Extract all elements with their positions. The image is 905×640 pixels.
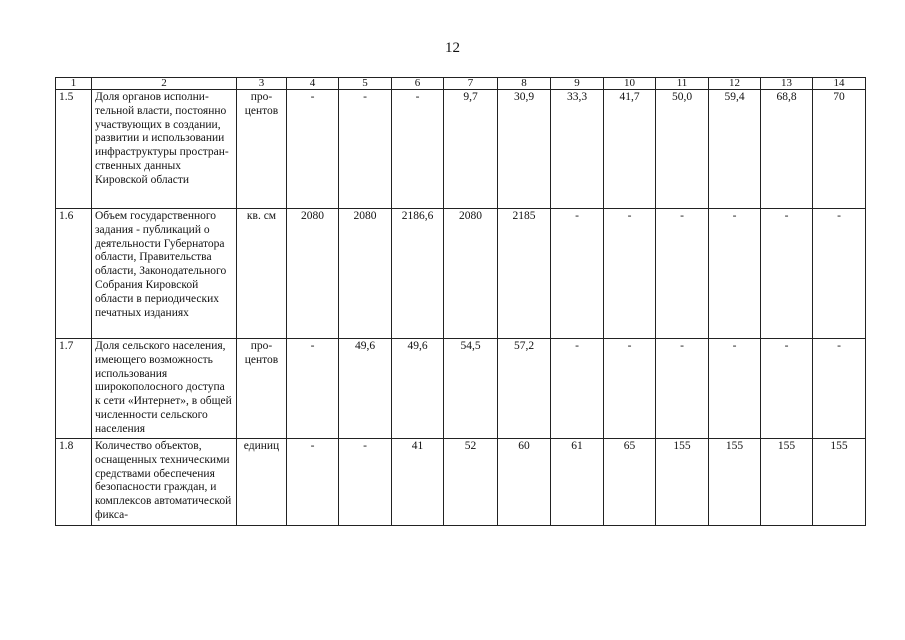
indicator-name: Объем государственного задания - публикаций о деятельности Губернатора области, Правительства области, Законодательного Собрания Кировской области в периодических печатных изданиях bbox=[92, 209, 237, 339]
column-header: 10 bbox=[604, 78, 656, 90]
unit-cell: единиц bbox=[237, 439, 287, 526]
value-cell: 41 bbox=[392, 439, 444, 526]
value-cell: 50,0 bbox=[656, 90, 709, 209]
value-cell: 57,2 bbox=[498, 339, 551, 439]
value-cell: - bbox=[551, 339, 604, 439]
value-cell: 30,9 bbox=[498, 90, 551, 209]
value-cell: 61 bbox=[551, 439, 604, 526]
value-cell: 70 bbox=[813, 90, 866, 209]
value-cell: - bbox=[813, 209, 866, 339]
column-header: 8 bbox=[498, 78, 551, 90]
value-cell: 2185 bbox=[498, 209, 551, 339]
value-cell: 68,8 bbox=[761, 90, 813, 209]
value-cell: 155 bbox=[656, 439, 709, 526]
value-cell: - bbox=[656, 339, 709, 439]
value-cell: - bbox=[287, 339, 339, 439]
value-cell: - bbox=[813, 339, 866, 439]
indicators-table bbox=[55, 77, 866, 526]
value-cell: 2080 bbox=[339, 209, 392, 339]
column-header: 3 bbox=[237, 78, 287, 90]
column-header: 1 bbox=[56, 78, 92, 90]
table-row bbox=[56, 209, 866, 339]
table-row bbox=[56, 339, 866, 439]
value-cell: - bbox=[761, 209, 813, 339]
value-cell: 2080 bbox=[287, 209, 339, 339]
column-header: 13 bbox=[761, 78, 813, 90]
value-cell: 2080 bbox=[444, 209, 498, 339]
value-cell: - bbox=[339, 90, 392, 209]
value-cell: 155 bbox=[813, 439, 866, 526]
value-cell: 41,7 bbox=[604, 90, 656, 209]
column-header: 2 bbox=[92, 78, 237, 90]
value-cell: 155 bbox=[761, 439, 813, 526]
column-header: 11 bbox=[656, 78, 709, 90]
value-cell: - bbox=[604, 339, 656, 439]
value-cell: 2186,6 bbox=[392, 209, 444, 339]
value-cell: 52 bbox=[444, 439, 498, 526]
value-cell: 49,6 bbox=[392, 339, 444, 439]
row-index: 1.5 bbox=[56, 90, 92, 209]
value-cell: 49,6 bbox=[339, 339, 392, 439]
value-cell: - bbox=[339, 439, 392, 526]
row-index: 1.8 bbox=[56, 439, 92, 526]
row-index: 1.6 bbox=[56, 209, 92, 339]
indicator-name: Доля сельского населения, имеющего возможность использования широкополосного доступа к сети «Интернет», в общей численности сельского населения bbox=[92, 339, 237, 439]
row-index: 1.7 bbox=[56, 339, 92, 439]
column-header: 7 bbox=[444, 78, 498, 90]
table-row bbox=[56, 439, 866, 526]
page-number: 12 bbox=[445, 40, 460, 56]
value-cell: - bbox=[287, 439, 339, 526]
value-cell: - bbox=[709, 209, 761, 339]
column-header: 12 bbox=[709, 78, 761, 90]
header-row bbox=[56, 78, 866, 90]
value-cell: 155 bbox=[709, 439, 761, 526]
value-cell: 54,5 bbox=[444, 339, 498, 439]
value-cell: - bbox=[392, 90, 444, 209]
table-row bbox=[56, 90, 866, 209]
value-cell: 60 bbox=[498, 439, 551, 526]
value-cell: 33,3 bbox=[551, 90, 604, 209]
column-header: 4 bbox=[287, 78, 339, 90]
indicator-name: Доля органов исполнительной власти, постоянно участвующих в создании, развитии и использовании инфраструктуры пространственных данных Кировской области bbox=[92, 90, 237, 209]
unit-cell: процентов bbox=[237, 339, 287, 439]
indicator-name: Количество объектов, оснащенных техническими средствами обеспечения безопасности граждан, и комплексов автоматической фикса- bbox=[92, 439, 237, 526]
value-cell: 65 bbox=[604, 439, 656, 526]
value-cell: - bbox=[604, 209, 656, 339]
column-header: 14 bbox=[813, 78, 866, 90]
value-cell: 9,7 bbox=[444, 90, 498, 209]
value-cell: - bbox=[551, 209, 604, 339]
value-cell: - bbox=[656, 209, 709, 339]
value-cell: 59,4 bbox=[709, 90, 761, 209]
unit-cell: процентов bbox=[237, 90, 287, 209]
column-header: 5 bbox=[339, 78, 392, 90]
column-header: 6 bbox=[392, 78, 444, 90]
unit-cell: кв. см bbox=[237, 209, 287, 339]
value-cell: - bbox=[709, 339, 761, 439]
value-cell: - bbox=[761, 339, 813, 439]
value-cell: - bbox=[287, 90, 339, 209]
column-header: 9 bbox=[551, 78, 604, 90]
